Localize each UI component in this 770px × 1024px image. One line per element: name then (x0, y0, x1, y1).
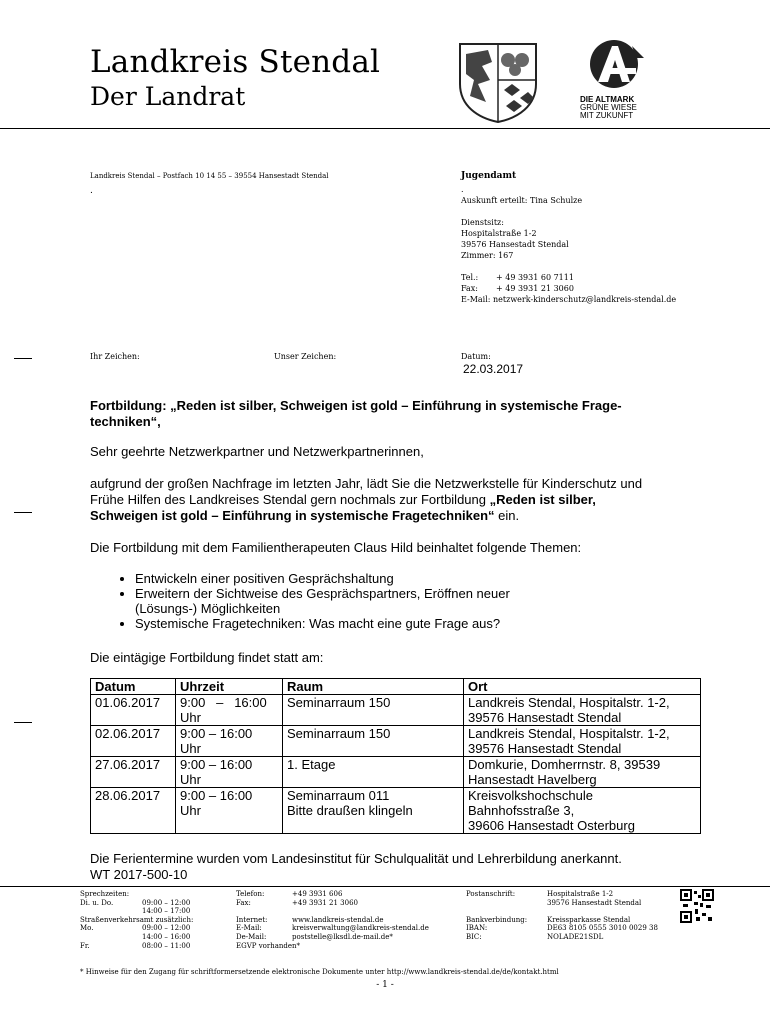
raum-line-1: 1. Etage (287, 757, 336, 772)
ihr-zeichen-label: Ihr Zeichen: (90, 352, 140, 361)
fold-mark (14, 512, 32, 513)
ort-line-2: 39576 Hansestadt Stendal (468, 710, 622, 725)
cell-uhrzeit (176, 726, 283, 757)
logo-line-2: GRÜNE WIESE (580, 103, 637, 112)
footer-note: * Hinweise für den Zugang für schriftformersetzende elektronische Dokumente unter http://www.landkreis-stendal.de/de/kontakt.html (80, 968, 559, 976)
cell-datum: 27.06.2017 (91, 757, 176, 788)
zeit-line-1: 9:00 – 16:00 (180, 757, 253, 772)
contact-email: E-Mail: netzwerk-kinderschutz@landkreis-stendal.de (461, 295, 677, 304)
closing-line-2: WT 2017-500-10 (90, 867, 188, 882)
schedule-intro: Die eintägige Fortbildung findet statt am: (90, 650, 324, 665)
footer-text: Kreissparkasse Stendal (547, 915, 631, 924)
zeit-line-1: 9:00 – 16:00 (180, 788, 253, 803)
cell-ort (464, 695, 701, 726)
footer-text: 08:00 – 11:00 (142, 941, 191, 950)
footer-text: Sprechzeiten: (80, 890, 130, 898)
intro-paragraph (90, 476, 730, 524)
zeit-line-1: 9:00 – 16:00 (180, 695, 267, 710)
footer-text: NOLADE21SDL (547, 932, 604, 941)
fold-mark (14, 722, 32, 723)
ort-line-2: Hansestadt Havelberg (468, 772, 597, 787)
subject-line-2: techniken“, (90, 414, 161, 429)
logo-line-1: DIE ALTMARK (580, 95, 635, 104)
footer-text: 39576 Hansestadt Stendal (547, 898, 642, 907)
footer-text: De-Mail: (236, 932, 267, 941)
ort-line-1: Landkreis Stendal, Hospitalstr. 1-2, (468, 695, 670, 710)
sender-line: Landkreis Stendal – Postfach 10 14 55 – 39554 Hansestadt Stendal (90, 172, 329, 180)
cell-uhrzeit (176, 757, 283, 788)
footer-text (142, 916, 190, 925)
cell-uhrzeit (176, 695, 283, 726)
topics-intro: Die Fortbildung mit dem Familientherapeuten Claus Hild beinhaltet folgende Themen: (90, 540, 582, 555)
footer-text: Mo. (80, 924, 94, 933)
footer-divider (0, 886, 770, 887)
cell-ort (464, 788, 701, 834)
footer-text: Hospitalstraße 1-2 (547, 890, 614, 898)
footer-text: Straßenverkehrsamt zusätzlich: (80, 915, 194, 924)
list-item: • Systemische Fragetechniken: Was macht eine gute Frage aus? (135, 616, 735, 631)
cell-datum: 01.06.2017 (91, 695, 176, 726)
contact-person: Auskunft erteilt: Tina Schulze (461, 196, 583, 205)
ort-line-2: Bahnhofsstraße 3, (468, 803, 575, 818)
intro-line-2 (90, 492, 730, 508)
topics-list (90, 571, 735, 631)
tel-row (461, 272, 761, 283)
cell-datum: 02.06.2017 (91, 726, 176, 757)
zeit-line-2: Uhr (180, 772, 201, 787)
footer-website-link[interactable]: www.landkreis-stendal.de (292, 915, 384, 924)
footer-text: Fax: (236, 898, 251, 907)
contact-room: Zimmer: 167 (461, 251, 514, 260)
ort-line-1: Domkurie, Domherrnstr. 8, 39539 (468, 757, 661, 772)
footer-hours-times (142, 890, 190, 950)
altmark-logo-icon (584, 38, 648, 94)
ort-line-2: 39576 Hansestadt Stendal (468, 741, 622, 756)
table-header-row (91, 679, 701, 695)
list-item (135, 586, 735, 616)
contact-block (461, 171, 761, 305)
cell-ort (464, 726, 701, 757)
department: Jugendamt (461, 171, 517, 181)
cell-datum: 28.06.2017 (91, 788, 176, 834)
unser-zeichen-label: Unser Zeichen: (274, 352, 337, 361)
intro-line-3 (90, 508, 730, 524)
footer-text: 14:00 – 16:00 (142, 932, 191, 941)
ort-line-1: Kreisvolkshochschule (468, 788, 594, 803)
footer-text (292, 907, 429, 916)
cell-ort (464, 757, 701, 788)
table-row (91, 695, 701, 726)
office-title: Der Landrat (90, 82, 246, 111)
table-row (91, 757, 701, 788)
contact-city: 39576 Hansestadt Stendal (461, 240, 569, 249)
footer-text: 14:00 – 17:00 (142, 907, 191, 916)
zeit-line-2: Uhr (180, 710, 201, 725)
cell-raum (283, 726, 464, 757)
header-divider (0, 128, 770, 129)
datum-label: Datum: (461, 352, 491, 361)
org-title: Landkreis Stendal (90, 44, 381, 80)
intro-line-3-bold: Schweigen ist gold – Einführung in systemische Fragetechniken“ (90, 508, 495, 523)
recipient-dot: . (90, 186, 93, 196)
schedule-table (90, 678, 701, 834)
qr-code-icon (680, 889, 714, 923)
col-header-raum: Raum (283, 679, 464, 695)
subject-line-1: Fortbildung: „Reden ist silber, Schweigen ist gold – Einführung in systemische Frage- (90, 398, 622, 413)
raum-line-2: Bitte draußen klingeln (287, 803, 413, 818)
footer-text: 09:00 – 12:00 (142, 898, 191, 907)
table-row (91, 788, 701, 834)
footer-text: +49 3931 606 (292, 890, 343, 898)
footer-contact-labels (236, 890, 300, 950)
ort-line-1: Landkreis Stendal, Hospitalstr. 1-2, (468, 726, 670, 741)
footer-text: Internet: (236, 915, 268, 924)
footer-text: Di. u. Do. (80, 898, 114, 907)
list-item: • Entwickeln einer positiven Gesprächshaltung (135, 571, 735, 586)
table-row (91, 726, 701, 757)
col-header-ort: Ort (464, 679, 701, 695)
zeit-line-2: Uhr (180, 741, 201, 756)
intro-line-2-text: Frühe Hilfen des Landkreises Stendal gern nochmals zur Fortbildung (90, 492, 490, 507)
intro-line-1: aufgrund der großen Nachfrage im letzten Jahr, lädt Sie die Netzwerkstelle für Kinderschutz und (90, 476, 643, 491)
raum-line-1: Seminarraum 011 (287, 788, 390, 803)
footer-text: Bankverbindung: (466, 915, 528, 924)
footer-text: Fr. (80, 941, 90, 950)
fax-row (461, 283, 761, 294)
closing-line-1: Die Ferientermine wurden vom Landesinstitut für Schulqualität und Lehrerbildung anerkannt. (90, 851, 622, 866)
fold-mark (14, 358, 32, 359)
footer-text (142, 890, 190, 899)
footer-email-link[interactable]: kreisverwaltung@landkreis-stendal.de (292, 924, 429, 933)
col-header-datum: Datum (91, 679, 176, 695)
page-number: - 1 - (376, 980, 394, 990)
intro-line-2-bold: „Reden ist silber, (489, 492, 596, 507)
footer-text: BIC: (466, 932, 482, 941)
topic-2-text: Erweitern der Sichtweise des Gesprächspartners, Eröffnen neuer (135, 586, 510, 601)
altmark-logo-text (580, 96, 637, 120)
intro-line-3-text: ein. (494, 508, 520, 523)
contact-dot: . (461, 185, 464, 194)
footer-address-labels (466, 890, 527, 942)
zeit-line-2: Uhr (180, 803, 201, 818)
footer-text: EGVP vorhanden* (236, 941, 301, 950)
fax-label: Fax: (461, 284, 478, 293)
tel-label: Tel.: (461, 273, 479, 282)
cell-raum (283, 695, 464, 726)
zeit-line-1: 9:00 – 16:00 (180, 726, 253, 741)
footer-text (466, 907, 527, 916)
topic-2-cont: (Lösungs-) Möglichkeiten (135, 601, 281, 616)
footer-address-values (547, 890, 658, 942)
salutation: Sehr geehrte Netzwerkpartner und Netzwerkpartnerinnen, (90, 444, 424, 459)
footer-text: DE63 8105 0555 3010 0029 38 (547, 924, 658, 933)
letter-subject (90, 398, 730, 430)
footer-text: E-Mail: (236, 924, 262, 933)
fax-value: + 49 3931 21 3060 (496, 284, 574, 293)
closing-paragraph (90, 851, 730, 883)
cell-uhrzeit (176, 788, 283, 834)
footer-contact-values (292, 890, 429, 942)
footer-text (236, 907, 300, 916)
raum-line-1: Seminarraum 150 (287, 695, 391, 710)
ort-line-3: 39606 Hansestadt Osterburg (468, 818, 635, 833)
tel-value: + 49 3931 60 7111 (496, 273, 574, 282)
raum-line-1: Seminarraum 150 (287, 726, 391, 741)
cell-raum (283, 757, 464, 788)
footer-text (466, 899, 527, 908)
footer-text: Postanschrift: (466, 890, 516, 898)
dienstsitz-label: Dienstsitz: (461, 218, 504, 227)
logo-line-3: MIT ZUKUNFT (580, 111, 634, 120)
datum-value: 22.03.2017 (463, 362, 524, 376)
col-header-uhrzeit: Uhrzeit (176, 679, 283, 695)
footer-text (547, 907, 658, 916)
footer-text: 09:00 – 12:00 (142, 924, 191, 933)
coat-of-arms-icon (456, 40, 540, 124)
footer-demail-link[interactable]: poststelle@lksdl.de-mail.de* (292, 932, 393, 941)
footer-text: IBAN: (466, 924, 488, 933)
footer-text: Telefon: (236, 890, 265, 898)
footer-text: +49 3931 21 3060 (292, 898, 358, 907)
contact-street: Hospitalstraße 1-2 (461, 229, 537, 238)
cell-raum (283, 788, 464, 834)
